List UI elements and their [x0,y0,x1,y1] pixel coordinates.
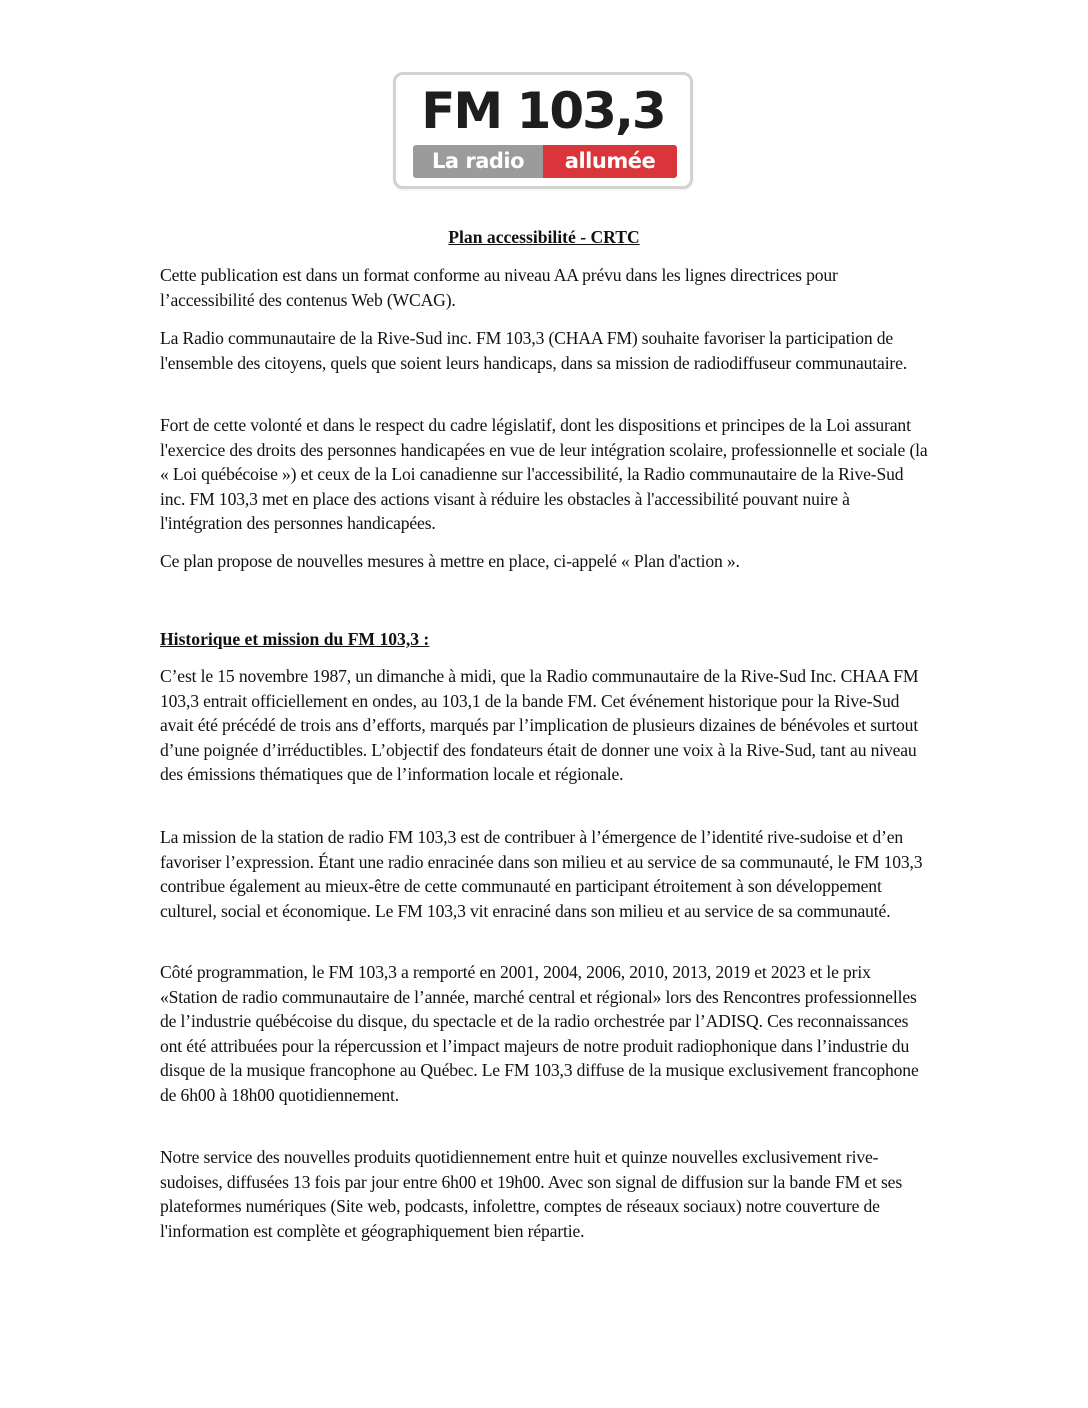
section-paragraph: Côté programmation, le FM 103,3 a remporté en 2001, 2004, 2006, 2010, 2013, 2019 et 2023 et le prix «Station de radio communautaire de l’année, marché central et régional» lors des Rencontres professionnelles de l’industrie québécoise du disque, du spectacle et de la radio orchestrée par l’ADISQ. Ces reconnaissances ont été attribuées pour la répercussion et l’impact majeurs de notre produit radiophonique dans l’industrie du disque de la musique francophone au Québec. Le FM 103,3 diffuse de la musique exclusivement francophone de 6h00 à 18h00 quotidiennement. [160,962,919,1105]
logo-tagline-right: allumée [543,145,677,178]
logo-tagline-left: La radio [413,145,543,178]
fm-103-3-logo [393,72,693,189]
logo-tagline [413,145,677,178]
intro-paragraph: Fort de cette volonté et dans le respect du cadre législatif, dont les dispositions et principes de la Loi assurant l'exercice des droits des personnes handicapées en vue de leur intégration scolaire, professionnelle et sociale (la « Loi québécoise ») et ceux de la Loi canadienne sur l'accessibilité, la Radio communautaire de la Rive-Sud inc. FM 103,3 met en place des actions visant à réduire les obstacles à l'accessibilité pouvant nuire à l'intégration des personnes handicapées. [160,415,928,533]
intro-paragraph: Cette publication est dans un format conforme au niveau AA prévu dans les lignes directrices pour l’accessibilité des contenus Web (WCAG). [160,265,838,310]
section-paragraph: Notre service des nouvelles produits quotidiennement entre huit et quinze nouvelles exclusivement rive-sudoises, diffusées 13 fois par jour entre 6h00 et 19h00. Avec son signal de diffusion sur la bande FM et ses plateformes numériques (Site web, podcasts, infolettre, comptes de réseaux sociaux) notre couverture de l'information est complète et géographiquement bien répartie. [160,1147,903,1241]
section-heading: Historique et mission du FM 103,3 : [160,629,430,649]
logo-wordmark: FM 103,3 [421,82,665,140]
intro-paragraph: La Radio communautaire de la Rive-Sud inc. FM 103,3 (CHAA FM) souhaite favoriser la participation de l'ensemble des citoyens, quels que soient leurs handicaps, dans sa mission de radiodiffuseur communautaire. [160,328,908,373]
document-title: Plan accessibilité - CRTC [448,227,640,247]
section-paragraph: La mission de la station de radio FM 103,3 est de contribuer à l’émergence de l’identité rive-sudoise et d’en favoriser l’expression. Étant une radio enracinée dans son milieu et au service de sa communauté, le FM 103,3 contribue également au mieux-être de cette communauté en participant étroitement à son développement culturel, social et économique. Le FM 103,3 vit enraciné dans son milieu et au service de sa communauté. [160,827,923,921]
intro-paragraph: Ce plan propose de nouvelles mesures à mettre en place, ci-appelé « Plan d'action ». [160,551,740,571]
section-paragraph: C’est le 15 novembre 1987, un dimanche à midi, que la Radio communautaire de la Rive-Sud Inc. CHAA FM 103,3 entrait officiellement en ondes, au 103,1 de la bande FM. Cet événement historique pour la Rive-Sud avait été précédé de trois ans d’efforts, marqués par l’implication de plusieurs dizaines de bénévoles et surtout d’une poignée d’irréductibles. L’objectif des fondateurs était de donner une voix à la Rive-Sud, tant au niveau des émissions thématiques que de l’information locale et régionale. [160,666,919,784]
